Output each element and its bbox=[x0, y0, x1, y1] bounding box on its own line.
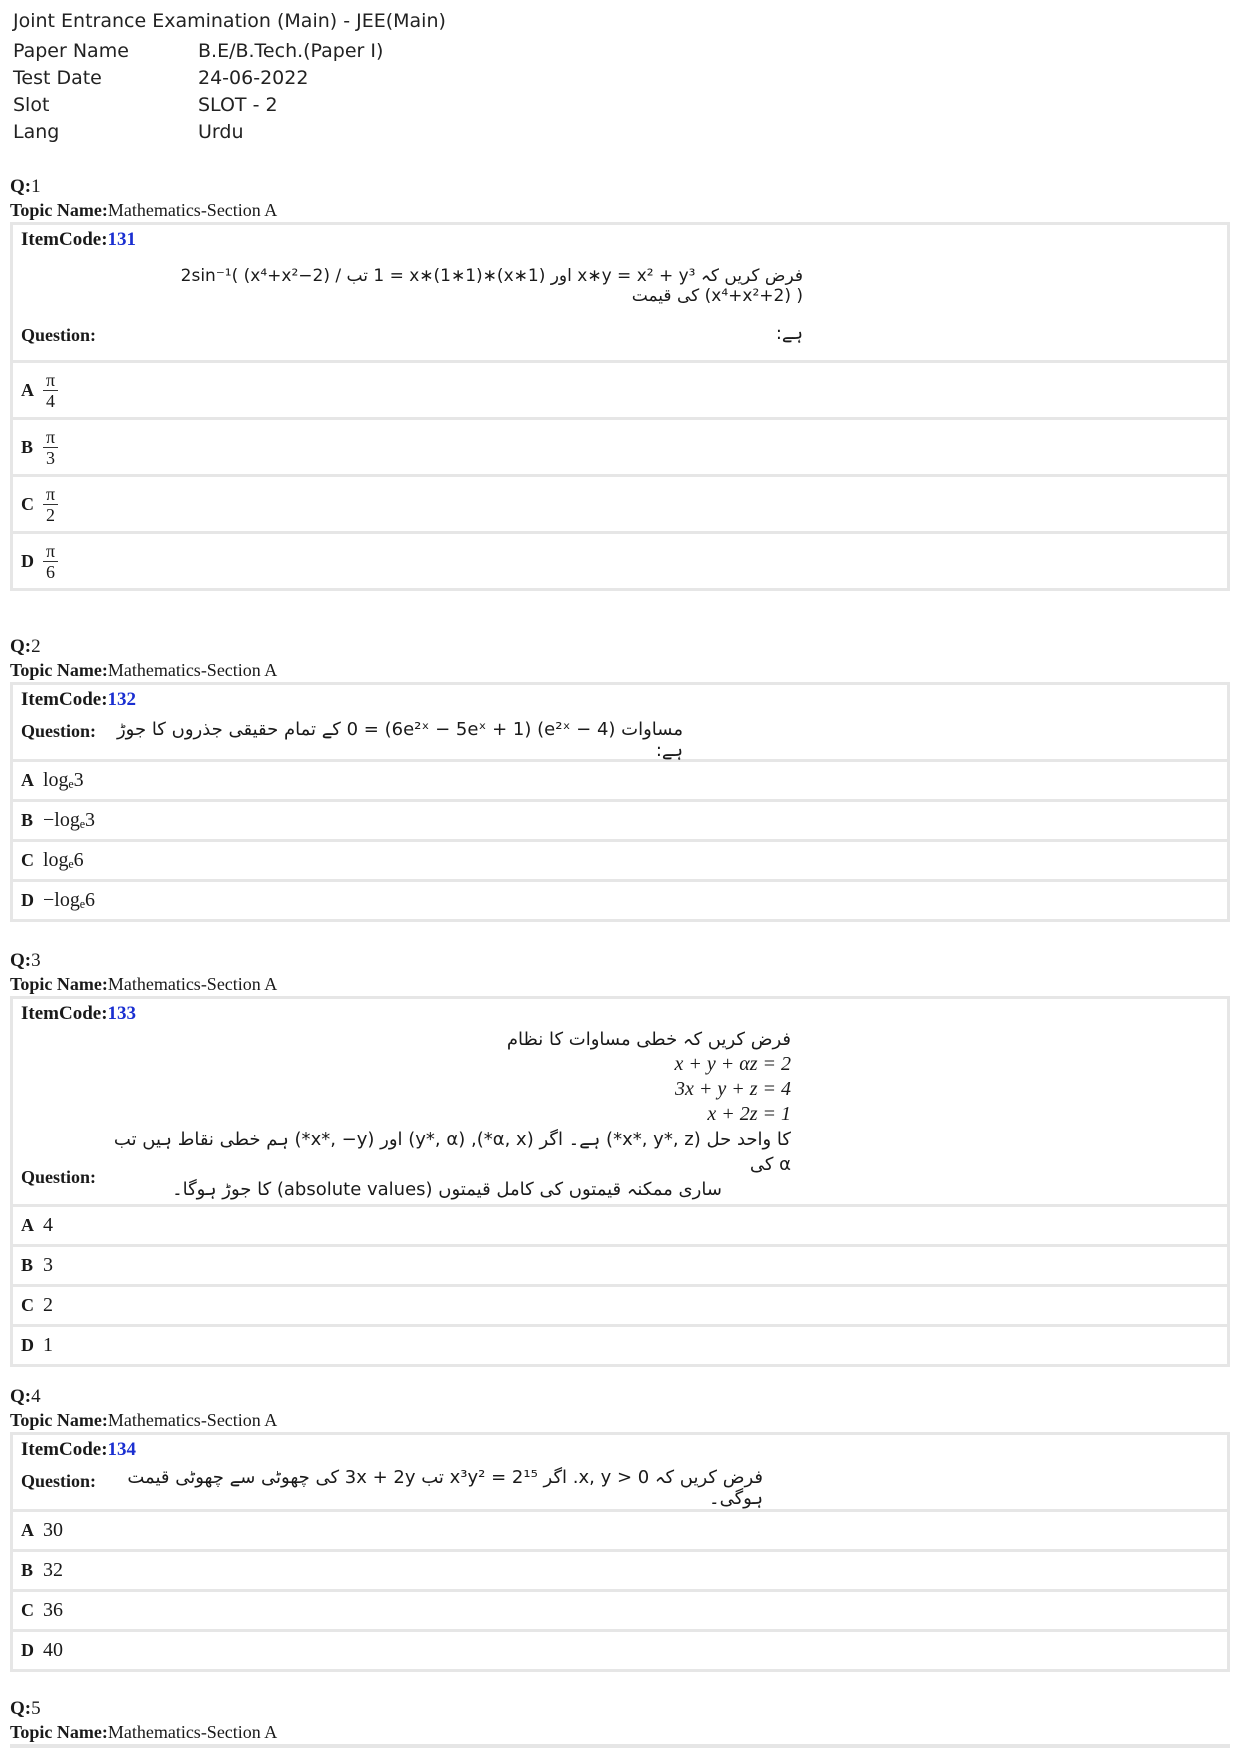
option-letter: C bbox=[21, 1600, 34, 1620]
option-d[interactable] bbox=[13, 531, 1227, 588]
frac-num: π bbox=[43, 370, 58, 391]
meta-value: 24-06-2022 bbox=[198, 66, 309, 89]
option-value: 36 bbox=[43, 1599, 63, 1621]
q-prefix: Q: bbox=[10, 1386, 32, 1407]
option-c[interactable] bbox=[13, 1589, 1227, 1629]
option-value: 30 bbox=[43, 1519, 63, 1541]
q-prefix: Q: bbox=[10, 950, 32, 971]
question-card bbox=[10, 222, 1230, 591]
option-b[interactable] bbox=[13, 799, 1227, 839]
question-stem bbox=[13, 225, 1227, 360]
option-letter: C bbox=[21, 1295, 34, 1315]
topic-prefix: Topic Name: bbox=[10, 974, 108, 994]
question-block-5 bbox=[10, 1698, 1230, 1748]
question-block-2 bbox=[10, 636, 1230, 922]
option-value: 32 bbox=[43, 1559, 63, 1581]
question-text-end: ہے: bbox=[775, 323, 803, 344]
question-card bbox=[10, 1432, 1230, 1672]
meta-label: Slot bbox=[13, 93, 50, 116]
frac-den: 6 bbox=[46, 561, 56, 582]
topic-name bbox=[10, 198, 1230, 222]
frac-den: 4 bbox=[46, 390, 56, 411]
item-code bbox=[21, 1439, 1219, 1461]
option-letter: A bbox=[21, 770, 34, 790]
q-prefix: Q: bbox=[10, 176, 32, 197]
frac-num: π bbox=[43, 484, 58, 505]
equation: 3x + y + z = 4 bbox=[674, 1078, 791, 1100]
topic-value: Mathematics-Section A bbox=[107, 974, 278, 994]
option-d[interactable] bbox=[13, 879, 1227, 919]
question-number bbox=[10, 1386, 1230, 1408]
equation: x + y + αz = 2 bbox=[674, 1053, 791, 1075]
option-a[interactable] bbox=[13, 759, 1227, 799]
meta-value: SLOT - 2 bbox=[198, 93, 278, 116]
topic-value: Mathematics-Section A bbox=[107, 660, 278, 680]
option-letter: B bbox=[21, 810, 34, 830]
option-a[interactable] bbox=[13, 1204, 1227, 1244]
option-letter: C bbox=[21, 850, 34, 870]
option-c[interactable] bbox=[13, 474, 1227, 531]
topic-value: Mathematics-Section A bbox=[107, 200, 278, 220]
meta-row bbox=[13, 37, 446, 64]
item-code-value: 133 bbox=[107, 1003, 137, 1024]
item-code-prefix: ItemCode: bbox=[21, 229, 108, 250]
option-value: 3 bbox=[43, 1254, 53, 1276]
topic-name bbox=[10, 1720, 1230, 1744]
question-label: Question: bbox=[21, 1471, 97, 1491]
topic-prefix: Topic Name: bbox=[10, 200, 108, 220]
item-code-prefix: ItemCode: bbox=[21, 689, 108, 710]
option-value: 2 bbox=[43, 1294, 53, 1316]
option-value bbox=[43, 427, 58, 468]
q-number-value: 4 bbox=[31, 1386, 41, 1407]
option-letter: A bbox=[21, 1215, 34, 1235]
item-code-value: 131 bbox=[107, 229, 137, 250]
q-number-value: 2 bbox=[31, 636, 41, 657]
card-top-edge bbox=[10, 1744, 1230, 1748]
meta-label: Lang bbox=[13, 120, 60, 143]
option-letter: A bbox=[21, 1520, 34, 1540]
option-letter: D bbox=[21, 550, 34, 571]
frac-den: 2 bbox=[46, 504, 56, 525]
option-letter: D bbox=[21, 890, 34, 910]
question-number bbox=[10, 1698, 1230, 1720]
question-block-3 bbox=[10, 950, 1230, 1367]
option-value bbox=[43, 541, 58, 582]
option-b[interactable] bbox=[13, 417, 1227, 474]
question-stem bbox=[13, 1435, 1227, 1509]
frac-num: π bbox=[43, 541, 58, 562]
topic-name bbox=[10, 658, 1230, 682]
option-c[interactable] bbox=[13, 1284, 1227, 1324]
question-stem bbox=[13, 999, 1227, 1204]
item-code bbox=[21, 1003, 1219, 1025]
option-c[interactable] bbox=[13, 839, 1227, 879]
question-label: Question: bbox=[21, 325, 97, 345]
option-value bbox=[43, 484, 58, 525]
meta-label: Paper Name bbox=[13, 39, 129, 62]
question-text: فرض کریں کہ x∗y = x² + y³ اور (x∗1)∗1 = x∗(1∗1) تب 2sin⁻¹( (x⁴+x²−2) / (x⁴+x²+2) ) کی قیمت bbox=[180, 266, 803, 306]
question-text bbox=[103, 1027, 791, 1202]
question-block-1 bbox=[10, 176, 1230, 591]
meta-label: Test Date bbox=[13, 66, 102, 89]
option-value: 40 bbox=[43, 1639, 63, 1661]
topic-name bbox=[10, 1408, 1230, 1432]
question-number bbox=[10, 176, 1230, 198]
option-value: 4 bbox=[43, 1214, 53, 1236]
option-value: logₑ6 bbox=[43, 849, 84, 871]
meta-row bbox=[13, 91, 446, 118]
option-letter: B bbox=[21, 1560, 34, 1580]
option-a[interactable] bbox=[13, 1509, 1227, 1549]
question-card bbox=[10, 682, 1230, 922]
question-line: کا واحد حل (x*, y*, z*) ہے۔ اگر (α, x*), (y*, α) اور (x*, −y*) ہم خطی نقاط ہیں تب α کی bbox=[113, 1129, 791, 1175]
topic-value: Mathematics-Section A bbox=[107, 1722, 278, 1742]
item-code-prefix: ItemCode: bbox=[21, 1003, 108, 1024]
q-number-value: 3 bbox=[31, 950, 41, 971]
meta-value: B.E/B.Tech.(Paper I) bbox=[198, 39, 384, 62]
equation: x + 2z = 1 bbox=[707, 1103, 791, 1125]
exam-header bbox=[13, 10, 446, 145]
option-letter: A bbox=[21, 379, 34, 400]
q-prefix: Q: bbox=[10, 636, 32, 657]
item-code-value: 132 bbox=[107, 689, 137, 710]
option-letter: D bbox=[21, 1335, 34, 1355]
frac-den: 3 bbox=[46, 447, 56, 468]
question-number bbox=[10, 950, 1230, 972]
option-letter: B bbox=[21, 436, 34, 457]
option-value: −logₑ3 bbox=[43, 809, 95, 831]
option-b[interactable] bbox=[13, 1244, 1227, 1284]
meta-row bbox=[13, 118, 446, 145]
exam-title: Joint Entrance Examination (Main) - JEE(Main) bbox=[13, 10, 446, 32]
item-code bbox=[21, 229, 1219, 251]
question-line: فرض کریں کہ خطی مساوات کا نظام bbox=[506, 1029, 791, 1050]
question-text: فرض کریں کہ x, y > 0. اگر x³y² = 2¹⁵ تب 3x + 2y کی چھوٹی سے چھوٹی قیمت ہوگی۔ bbox=[127, 1467, 763, 1509]
q-number-value: 1 bbox=[31, 176, 41, 197]
question-stem bbox=[13, 685, 1227, 759]
option-letter: C bbox=[21, 493, 34, 514]
option-letter: B bbox=[21, 1255, 34, 1275]
option-letter: D bbox=[21, 1640, 34, 1660]
option-d[interactable] bbox=[13, 1629, 1227, 1669]
option-b[interactable] bbox=[13, 1549, 1227, 1589]
topic-value: Mathematics-Section A bbox=[107, 1410, 278, 1430]
question-text: مساوات (e²ˣ − 4) (6e²ˣ − 5eˣ + 1) = 0 کے تمام حقیقی جذروں کا جوڑ ہے: bbox=[116, 719, 683, 761]
meta-row bbox=[13, 64, 446, 91]
item-code-value: 134 bbox=[107, 1439, 137, 1460]
topic-prefix: Topic Name: bbox=[10, 660, 108, 680]
meta-value: Urdu bbox=[198, 120, 244, 143]
question-number bbox=[10, 636, 1230, 658]
option-value: −logₑ6 bbox=[43, 889, 95, 911]
q-number-value: 5 bbox=[31, 1698, 41, 1719]
question-card bbox=[10, 996, 1230, 1367]
item-code-prefix: ItemCode: bbox=[21, 1439, 108, 1460]
option-value: logₑ3 bbox=[43, 769, 84, 791]
question-line: ساری ممکنہ قیمتوں کی کامل قیمتوں (absolute values) کا جوڑ ہوگا۔ bbox=[172, 1179, 722, 1200]
frac-num: π bbox=[43, 427, 58, 448]
topic-name bbox=[10, 972, 1230, 996]
topic-prefix: Topic Name: bbox=[10, 1410, 108, 1430]
question-label: Question: bbox=[21, 1167, 97, 1187]
option-a[interactable] bbox=[13, 360, 1227, 417]
topic-prefix: Topic Name: bbox=[10, 1722, 108, 1742]
q-prefix: Q: bbox=[10, 1698, 32, 1719]
question-label: Question: bbox=[21, 721, 97, 741]
option-value bbox=[43, 370, 58, 411]
option-d[interactable] bbox=[13, 1324, 1227, 1364]
item-code bbox=[21, 689, 1219, 711]
question-block-4 bbox=[10, 1386, 1230, 1672]
option-value: 1 bbox=[43, 1334, 53, 1356]
